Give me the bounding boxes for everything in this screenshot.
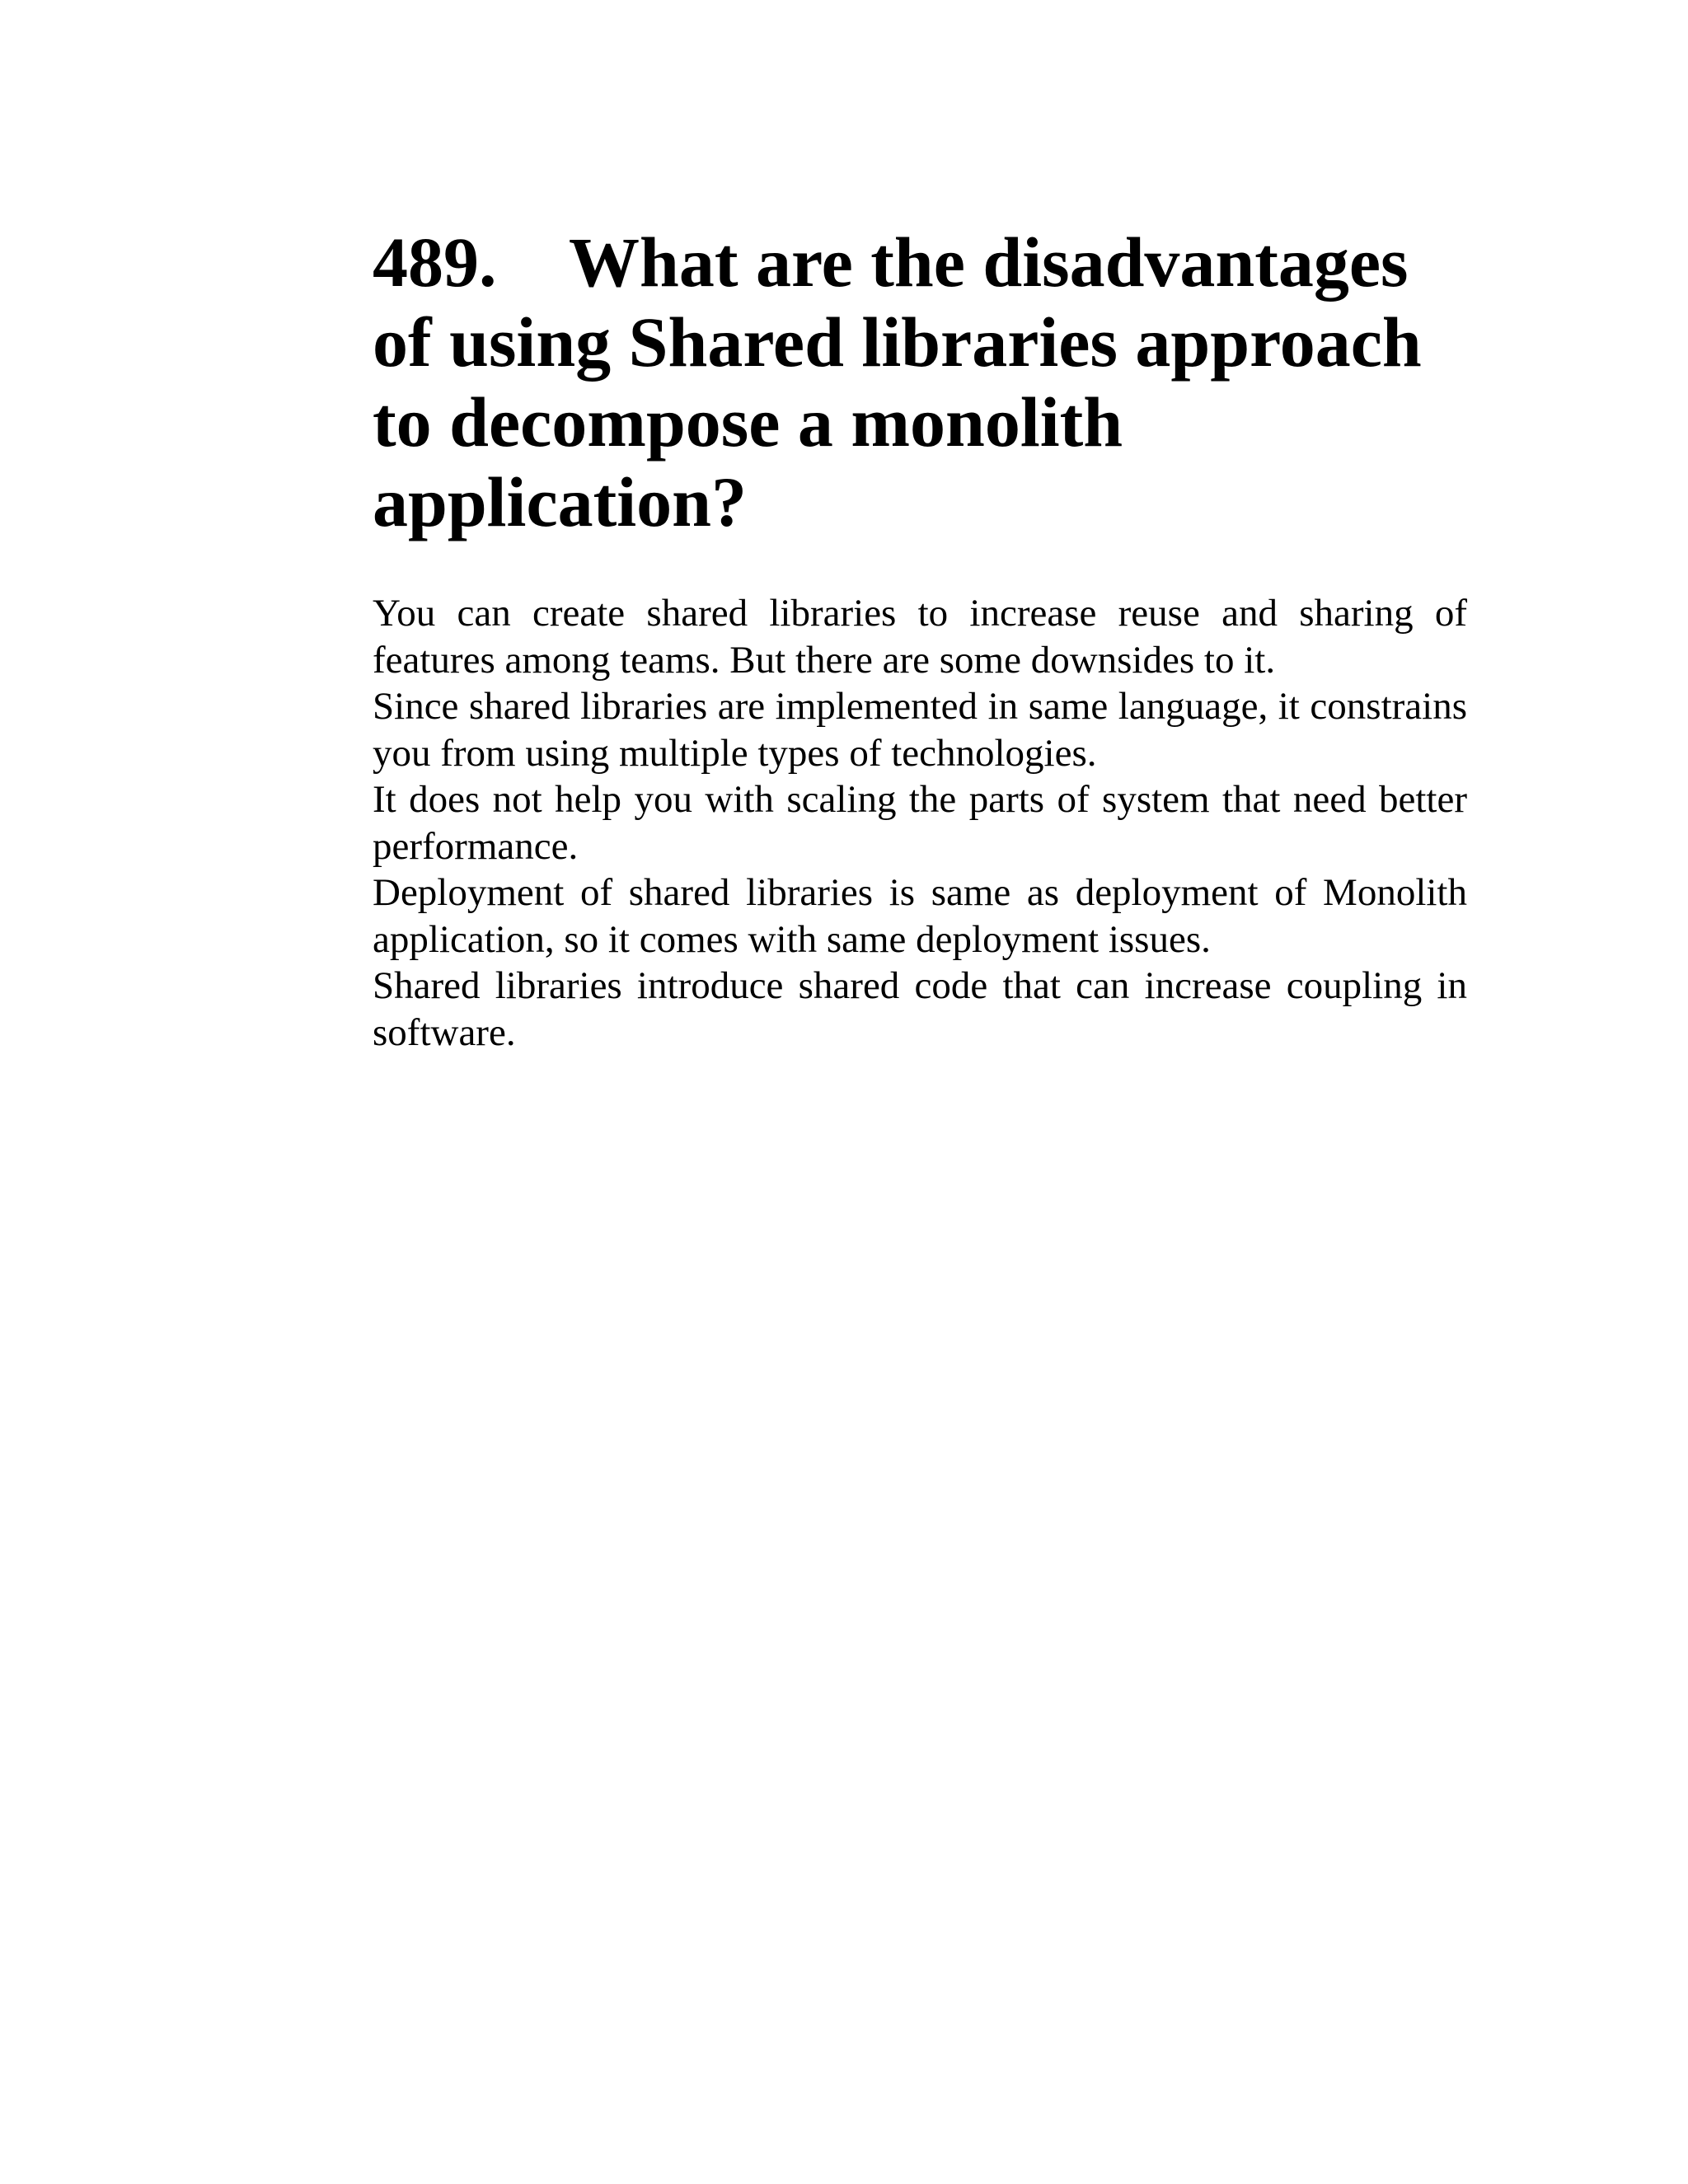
- page-content: [373, 223, 1467, 1056]
- question-title: What are the disadvantages of using Shared libraries approach to decompose a monolith application?: [373, 223, 1422, 541]
- answer-paragraph-5: Shared libraries introduce shared code that can increase coupling in software.: [373, 964, 1467, 1054]
- answer-paragraph-4: Deployment of shared libraries is same as deployment of Monolith application, so it comes with same deployment issues.: [373, 871, 1467, 961]
- answer-paragraph-1: You can create shared libraries to increase reuse and sharing of features among teams. But there are some downsides to it.: [373, 592, 1467, 682]
- answer-body: [373, 590, 1467, 1056]
- question-number: 489.: [373, 223, 497, 302]
- answer-paragraph-2: Since shared libraries are implemented in same language, it constrains you from using multiple types of technologies.: [373, 685, 1467, 775]
- answer-paragraph-3: It does not help you with scaling the parts of system that need better performance.: [373, 778, 1467, 868]
- question-heading: [373, 223, 1467, 542]
